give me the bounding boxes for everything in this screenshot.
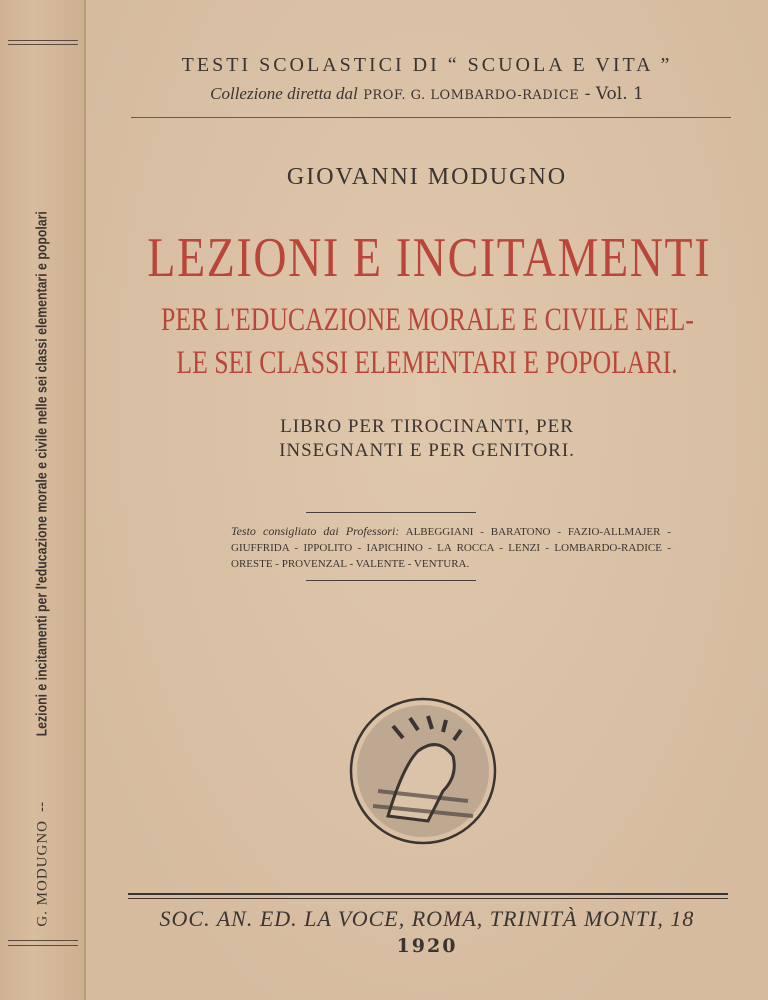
recommended-label: Testo consigliato dai Professori: xyxy=(231,524,400,538)
publisher: SOC. AN. ED. LA VOCE, ROMA, TRINITÀ MONTI, 18 xyxy=(159,906,695,931)
short-rule xyxy=(306,512,476,513)
collection-editor: PROF. G. LOMBARDO-RADICE xyxy=(363,88,580,103)
spine-text xyxy=(33,100,52,980)
book-title: LEZIONI E INCITAMENTI xyxy=(147,227,712,289)
collection-line xyxy=(86,84,768,104)
audience-line-2: INSEGNANTI E PER GENITORI. xyxy=(279,440,575,461)
subtitle-line-1: PER L'EDUCAZIONE MORALE E CIVILE NEL- xyxy=(161,302,694,338)
short-rule xyxy=(306,580,476,581)
spine-author: G. MODUGNO xyxy=(34,819,51,927)
collection-volume: - Vol. 1 xyxy=(584,84,644,104)
spine-rule xyxy=(8,44,78,45)
author-name: GIOVANNI MODUGNO xyxy=(286,164,568,190)
footer-double-rule xyxy=(128,893,728,899)
subtitle-line-2: LE SEI CLASSI ELEMENTARI E POPOLARI. xyxy=(176,345,678,381)
la-voce-seal-logo xyxy=(348,696,498,846)
spine-rule xyxy=(8,40,78,41)
spine-title: Lezioni e incitamenti per l'educazione morale e civile nelle sei classi elementari e popolari xyxy=(33,211,51,737)
collection-prefix: Collezione diretta dal xyxy=(210,84,358,103)
recommendation-text xyxy=(231,523,671,572)
header-rule xyxy=(131,117,731,118)
recommended-names: ALBEGGIANI - BARATONO - FAZIO-ALLMAJER - GIUFFRIDA - IPPOLITO - IAPICHINO - LA ROCCA - LENZI - LOMBARDO-RADICE - ORESTE - PROVENZAL - VALENTE - VENTURA. xyxy=(231,526,671,570)
spine-separator: -- xyxy=(32,801,51,812)
series-title: TESTI SCOLASTICI DI “ SCUOLA E VITA ” xyxy=(181,54,673,76)
front-cover xyxy=(86,0,768,1000)
publication-year: 1920 xyxy=(396,935,458,957)
audience-line-1: LIBRO PER TIROCINANTI, PER xyxy=(280,416,574,437)
book-spine xyxy=(0,0,86,1000)
